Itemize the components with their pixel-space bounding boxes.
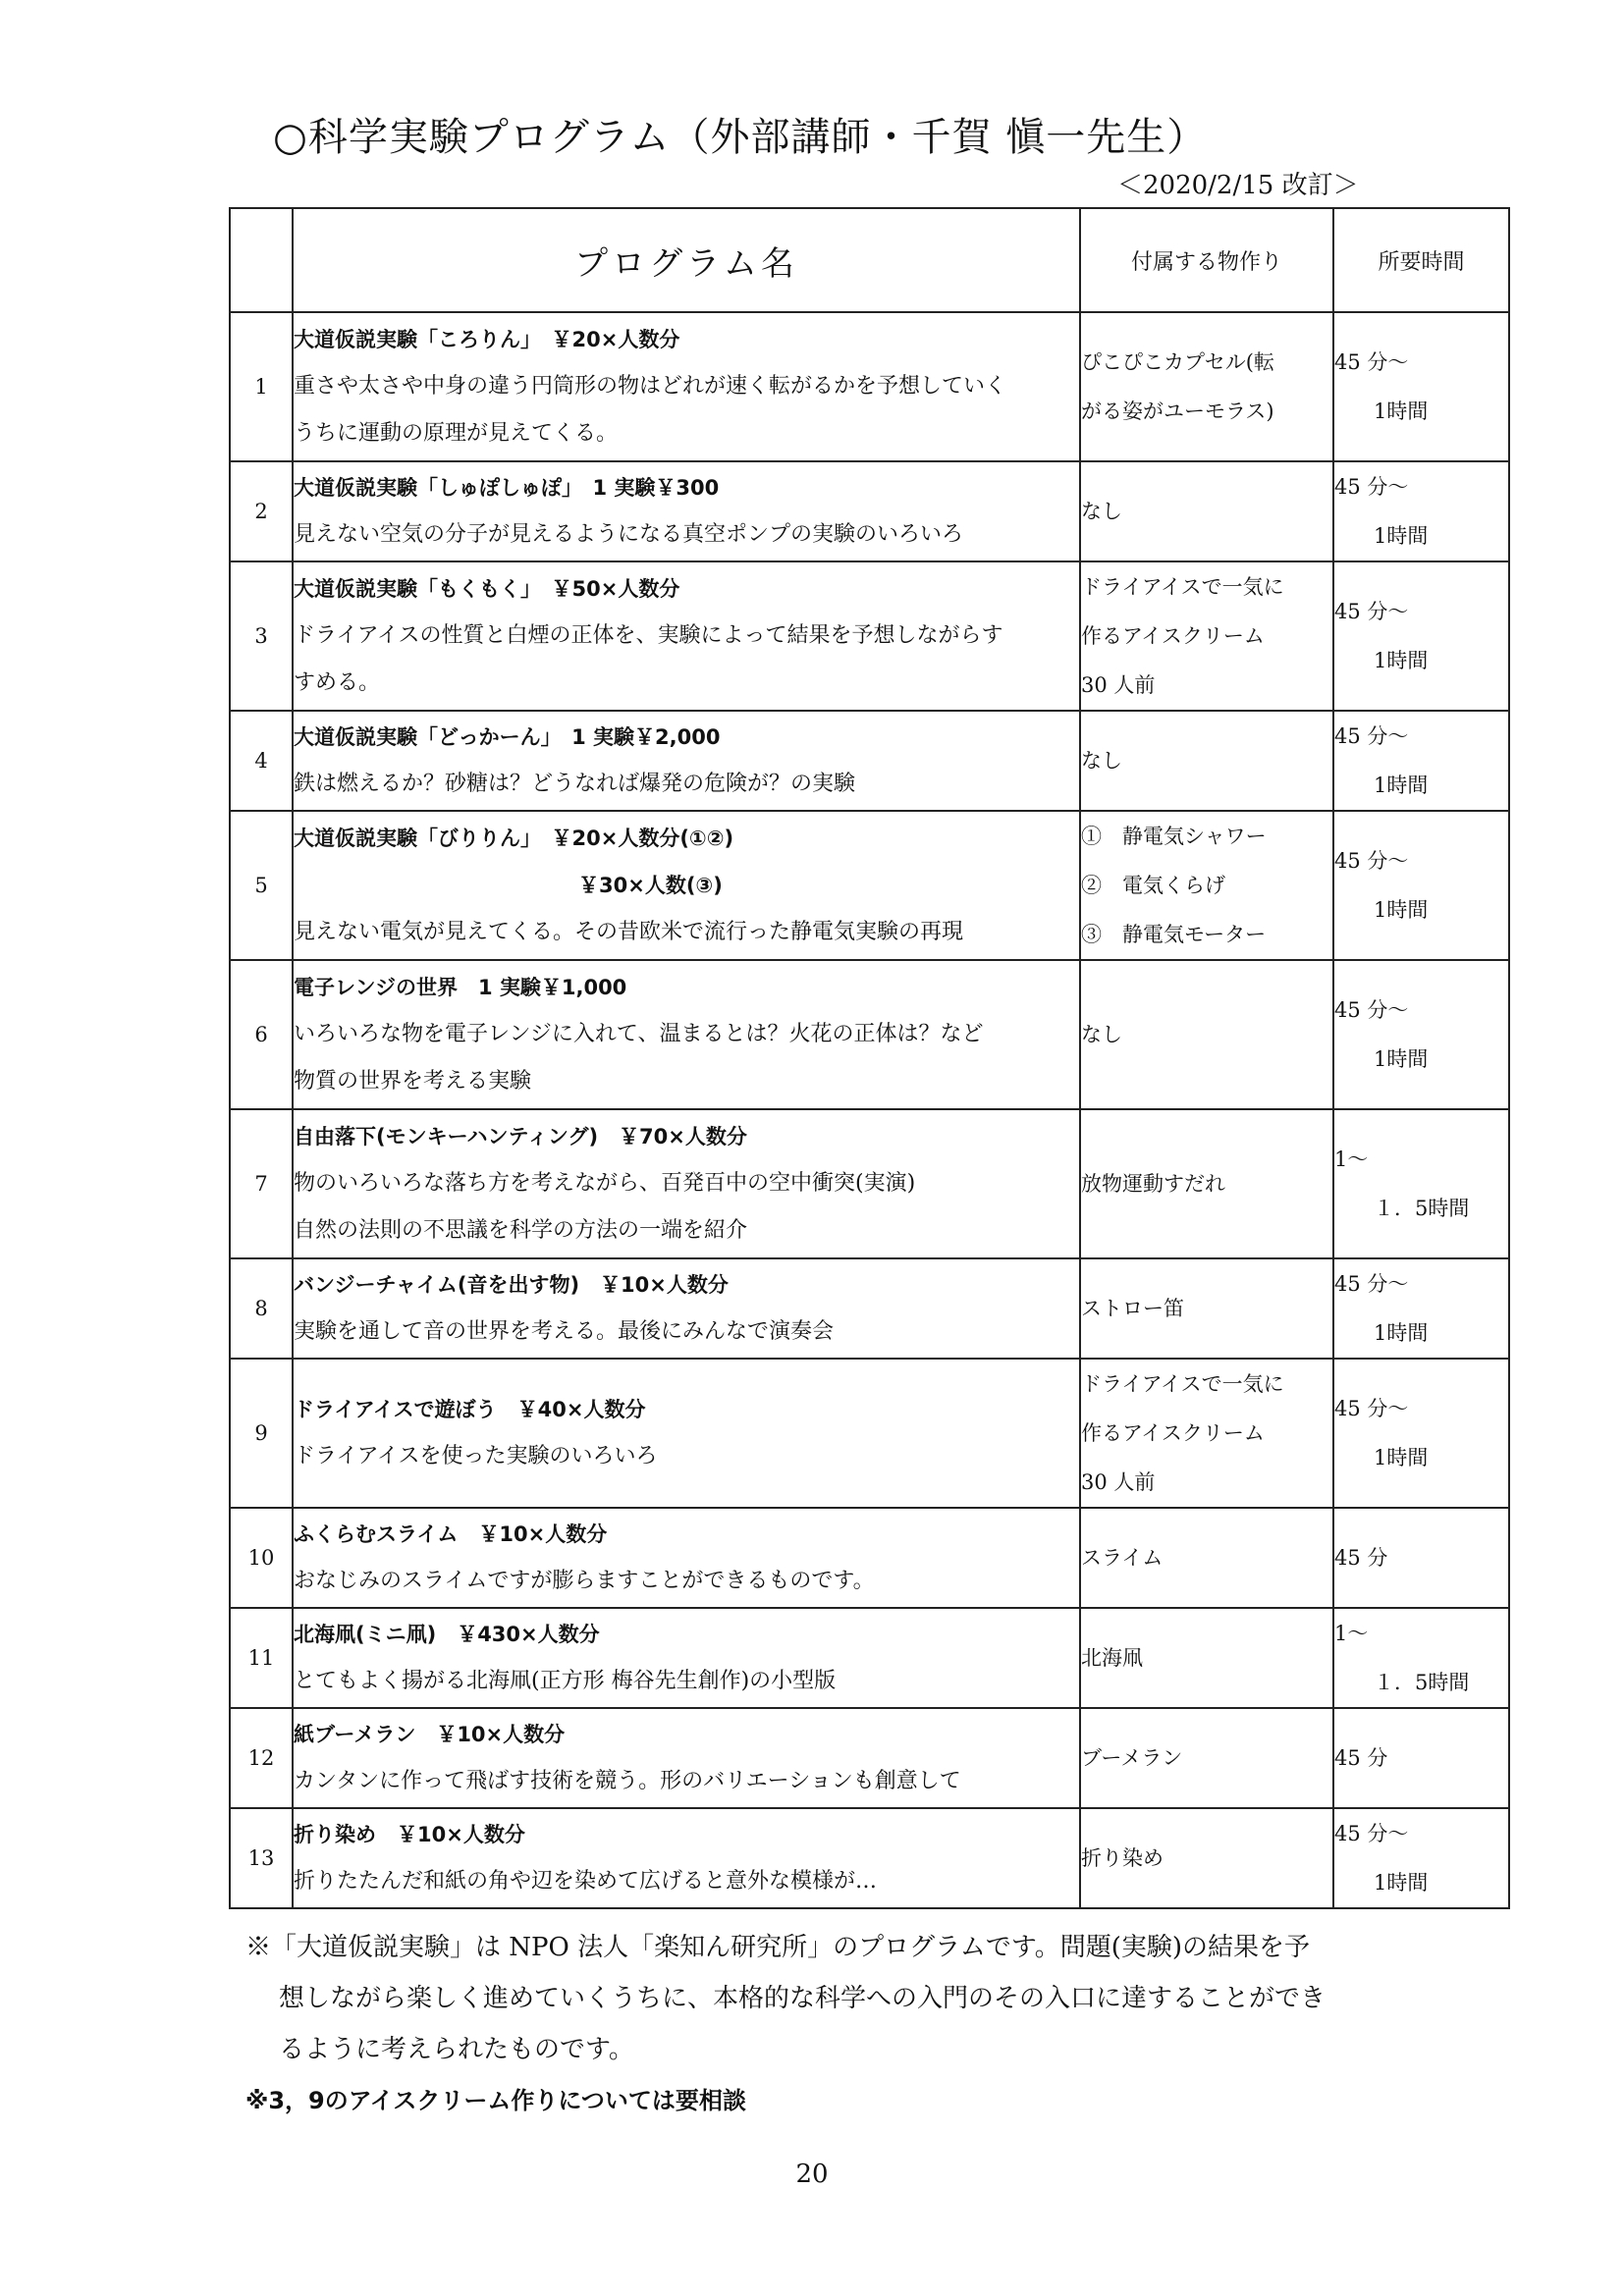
table-row [230,1508,1509,1608]
note-line: 想しながら楽しく進めていくうちに、本格的な科学への入門のその入口に達することができ [279,1984,1326,2013]
craft-cell [1080,1508,1333,1608]
craft-text: なし [1081,749,1122,773]
program-text: ドライアイスを使った実験のいろいろ [294,1444,658,1468]
program-title: 自由落下(モンキーハンティング) ￥70×人数分 [294,1125,747,1148]
duration-cell [1333,1359,1509,1508]
table-row [230,1608,1509,1708]
craft-text: ブーメラン [1081,1746,1183,1770]
note-line: るように考えられたものです。 [279,2035,634,2064]
page-number: 20 [795,2160,829,2189]
duration-text: 45 分～ [1334,600,1409,623]
table-row [230,1708,1509,1808]
row-number: 12 [230,1708,293,1808]
row-number: 10 [230,1508,293,1608]
notes [245,1922,1522,2126]
program-text: ￥30×人数(③) [578,874,723,897]
craft-cell [1080,1708,1333,1808]
duration-cell [1333,1508,1509,1608]
program-title: ドライアイスで遊ぼう ￥40×人数分 [294,1398,646,1421]
duration-text: 45 分～ [1334,1397,1409,1420]
program-text: いろいろな物を電子レンジに入れて、温まるとは？火花の正体は？など [294,1022,984,1046]
revision-date: ＜2020/2/15 改訂＞ [1117,171,1359,200]
craft-text: 放物運動すだれ [1081,1172,1225,1196]
row-number: 8 [230,1258,293,1359]
craft-text: 折り染め [1081,1846,1164,1870]
duration-text: 1時間 [1374,1446,1429,1469]
duration-text: 1時間 [1374,898,1429,922]
craft-text: 北海凧 [1081,1646,1143,1670]
column-header-program-name: プログラム名 [293,208,1080,312]
duration-cell [1333,461,1509,561]
program-text: 重さや太さや中身の違う円筒形の物はどれが速く転がるかを予想していく [294,374,1007,399]
craft-cell [1080,1608,1333,1708]
craft-text: がる姿がユーモラス) [1081,400,1274,423]
duration-text: 1時間 [1374,1871,1429,1895]
table-row [230,960,1509,1109]
program-title: 大道仮説実験「どっかーん」 1 実験￥2,000 [294,725,721,749]
craft-text: 30 人前 [1081,1470,1156,1494]
program-description [293,811,1080,960]
program-text: 折りたたんだ和紙の角や辺を染めて広げると意外な模様が… [294,1869,878,1894]
duration-cell [1333,960,1509,1109]
table-row [230,811,1509,960]
craft-text: なし [1081,500,1122,523]
row-number: 6 [230,960,293,1109]
table-body [230,312,1509,1908]
program-text: ドライアイスの性質と白煙の正体を、実験によって結果を予想しながらす [294,623,1003,648]
duration-cell [1333,811,1509,960]
craft-text: ③ 静電気モーター [1081,923,1267,946]
program-description [293,1109,1080,1258]
duration-text: 1時間 [1374,774,1429,797]
craft-cell [1080,1808,1333,1908]
craft-text: スライム [1081,1546,1164,1570]
duration-text: 1時間 [1374,1321,1429,1345]
duration-cell [1333,1808,1509,1908]
program-text: 鉄は燃えるか？砂糖は？どうなれば爆発の危険が？の実験 [294,772,856,796]
program-title: バンジーチャイム(音を出す物) ￥10×人数分 [294,1273,729,1297]
program-title: 紙ブーメラン ￥10×人数分 [294,1723,566,1746]
duration-text: 1時間 [1374,1047,1429,1071]
program-text: とてもよく揚がる北海凧(正方形 梅谷先生創作)の小型版 [294,1669,837,1693]
program-description [293,1808,1080,1908]
duration-text: １．5時間 [1374,1671,1470,1694]
program-text: 物質の世界を考える実験 [294,1069,532,1094]
row-number: 5 [230,811,293,960]
craft-cell [1080,711,1333,811]
program-text: カンタンに作って飛ばす技術を競う。形のバリエーションも創意して [294,1769,961,1793]
program-title: 大道仮説実験「びりりん」 ￥20×人数分(①②) [294,827,734,850]
duration-cell [1333,312,1509,461]
table-row [230,711,1509,811]
row-number: 4 [230,711,293,811]
duration-text: 1時間 [1374,649,1429,672]
craft-cell [1080,1359,1333,1508]
program-description [293,960,1080,1109]
duration-text: 45 分～ [1334,1822,1409,1845]
program-text: うちに運動の原理が見えてくる。 [294,421,619,446]
craft-cell [1080,1109,1333,1258]
column-header-number [230,208,293,312]
row-number: 7 [230,1109,293,1258]
row-number: 11 [230,1608,293,1708]
table-row [230,1109,1509,1258]
page-title: ○科学実験プログラム（外部講師・千賀 愼一先生） [273,115,1208,160]
duration-text: 1時間 [1374,400,1429,423]
duration-text: 45 分～ [1334,998,1409,1022]
table-row [230,561,1509,711]
craft-text: ① 静電気シャワー [1081,825,1267,848]
duration-cell [1333,561,1509,711]
program-description [293,1608,1080,1708]
duration-cell [1333,711,1509,811]
row-number: 3 [230,561,293,711]
table-header-row [230,208,1509,312]
program-text: すめる。 [294,670,381,695]
program-title: 北海凧(ミニ凧) ￥430×人数分 [294,1623,600,1646]
duration-text: 45 分～ [1334,350,1409,374]
craft-cell [1080,960,1333,1109]
program-text: 物のいろいろな落ち方を考えながら、百発百中の空中衝突(実演) [294,1171,916,1196]
program-title: ふくらむスライム ￥10×人数分 [294,1522,608,1546]
table-row [230,461,1509,561]
craft-cell [1080,312,1333,461]
duration-text: 1時間 [1374,524,1429,548]
duration-text: 45 分～ [1334,475,1409,499]
craft-cell [1080,461,1333,561]
craft-text: ② 電気くらげ [1081,874,1225,897]
craft-text: 30 人前 [1081,673,1156,697]
row-number: 1 [230,312,293,461]
duration-text: 45 分～ [1334,724,1409,748]
duration-cell [1333,1258,1509,1359]
program-description [293,1258,1080,1359]
duration-text: 1～ [1334,1148,1369,1171]
program-text: おなじみのスライムですが膨らますことができるものです。 [294,1569,875,1593]
duration-text: 45 分 [1334,1746,1388,1770]
row-number: 9 [230,1359,293,1508]
program-text: 見えない空気の分子が見えるようになる真空ポンプの実験のいろいろ [294,522,964,547]
program-description [293,312,1080,461]
duration-text: １．5時間 [1374,1197,1470,1220]
program-title: 折り染め ￥10×人数分 [294,1823,525,1846]
table-row [230,312,1509,461]
duration-cell [1333,1109,1509,1258]
column-header-duration: 所要時間 [1333,208,1509,312]
duration-text: 45 分 [1334,1546,1388,1570]
craft-text: ぴこぴこカプセル(転 [1081,350,1274,374]
craft-text: 作るアイスクリーム [1081,1421,1265,1445]
craft-text: ドライアイスで一気に [1081,575,1284,599]
duration-text: 45 分～ [1334,1272,1409,1296]
craft-cell [1080,1258,1333,1359]
program-description [293,1359,1080,1508]
program-title: 電子レンジの世界 1 実験￥1,000 [294,976,627,999]
program-description [293,1708,1080,1808]
duration-text: 1～ [1334,1622,1369,1645]
program-description [293,1508,1080,1608]
duration-cell [1333,1708,1509,1808]
note-ice-cream: ※3，9のアイスクリーム作りについては要相談 [245,2087,746,2114]
craft-text: 作るアイスクリーム [1081,624,1265,648]
program-description [293,711,1080,811]
craft-cell [1080,811,1333,960]
row-number: 2 [230,461,293,561]
duration-cell [1333,1608,1509,1708]
program-title: 大道仮説実験「しゅぽしゅぽ」 1 実験￥300 [294,476,720,500]
program-text: 見えない電気が見えてくる。その昔欧米で流行った静電気実験の再現 [294,920,964,944]
program-text: 自然の法則の不思議を科学の方法の一端を紹介 [294,1218,748,1243]
column-header-craft: 付属する物作り [1080,208,1333,312]
program-title: 大道仮説実験「もくもく」 ￥50×人数分 [294,577,680,601]
program-title: 大道仮説実験「ころりん」 ￥20×人数分 [294,328,680,351]
craft-cell [1080,561,1333,711]
program-table [229,207,1510,1909]
craft-text: ストロー笛 [1081,1297,1184,1320]
craft-text: ドライアイスで一気に [1081,1372,1284,1396]
duration-text: 45 分～ [1334,849,1409,873]
program-text: 実験を通して音の世界を考える。最後にみんなで演奏会 [294,1319,835,1344]
table-row [230,1359,1509,1508]
table-row [230,1808,1509,1908]
craft-text: なし [1081,1023,1122,1046]
row-number: 13 [230,1808,293,1908]
note-line: ※「大道仮説実験」は NPO 法人「楽知ん研究所」のプログラムです。問題(実験)の結果を予 [245,1933,1311,1962]
table-row [230,1258,1509,1359]
program-description [293,461,1080,561]
program-description [293,561,1080,711]
